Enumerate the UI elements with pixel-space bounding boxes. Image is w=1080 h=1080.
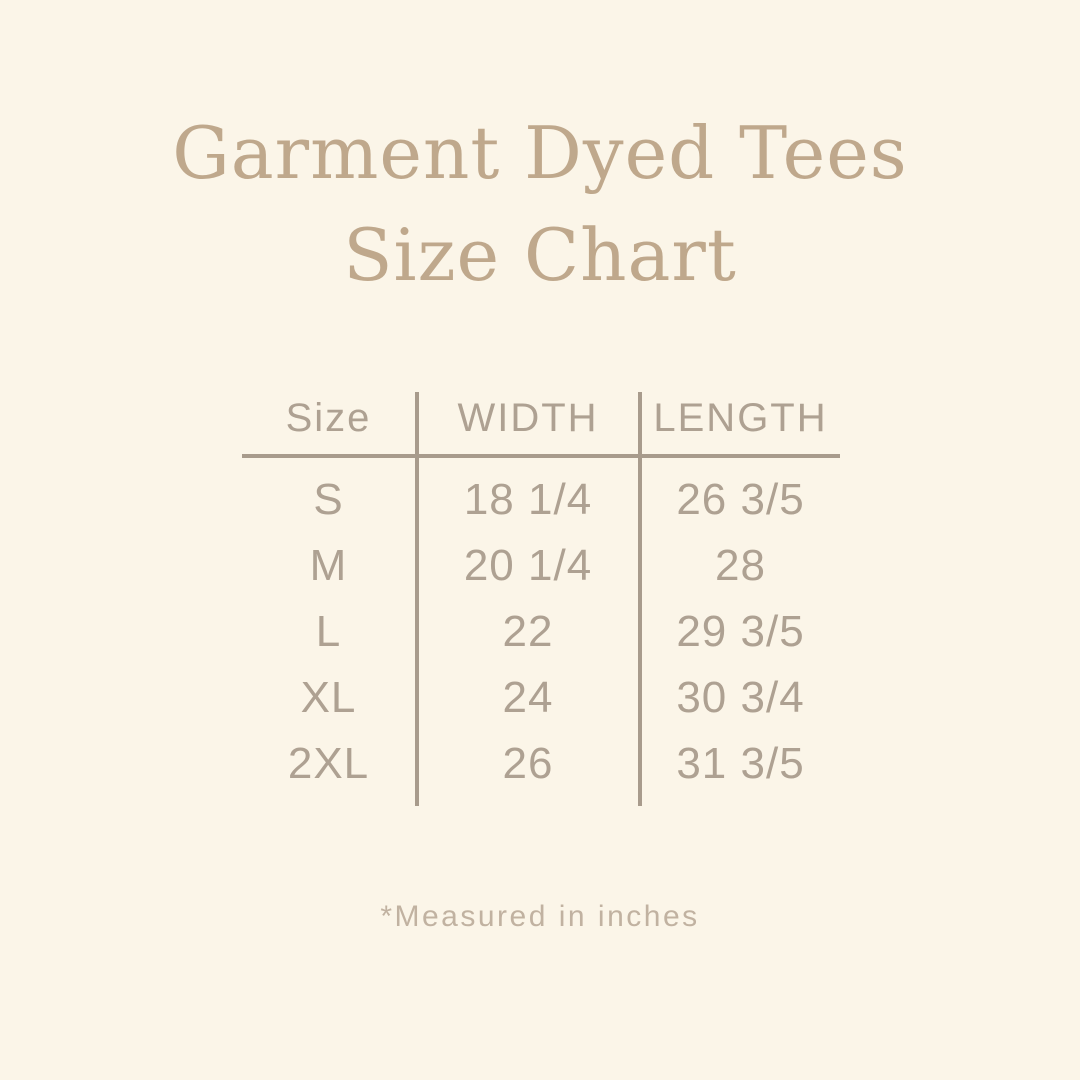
cell-size: XL [300, 673, 357, 722]
table-row [240, 665, 842, 731]
cell-length: 31 3/5 [676, 739, 805, 788]
header-divider-line [242, 454, 840, 458]
cell-size: L [315, 607, 342, 656]
column-header-length: LENGTH [653, 395, 828, 440]
table-row [240, 533, 842, 599]
size-table [240, 392, 842, 806]
cell-width: 18 1/4 [463, 475, 593, 524]
table-row [240, 731, 842, 797]
cell-size: M [309, 541, 348, 590]
cell-size: S [313, 475, 344, 524]
table-row [240, 599, 842, 665]
column-header-size: Size [285, 395, 372, 440]
column-header-width: WIDTH [457, 395, 599, 440]
cell-length: 29 3/5 [676, 607, 805, 656]
title-line-2: Size Chart [343, 213, 737, 298]
title-line-1: Garment Dyed Tees [172, 111, 908, 195]
cell-length: 28 [715, 541, 766, 590]
cell-width: 20 1/4 [463, 541, 593, 590]
cell-length: 26 3/5 [676, 475, 805, 524]
cell-size: 2XL [287, 739, 370, 788]
table-header-row [240, 392, 842, 444]
footnote: *Measured in inches [380, 900, 700, 933]
cell-width: 24 [502, 673, 554, 722]
cell-width: 22 [502, 607, 554, 656]
table-body [240, 467, 842, 797]
cell-length: 30 3/4 [676, 673, 805, 722]
table-row [240, 467, 842, 533]
chart-title [0, 102, 1080, 306]
cell-width: 26 [502, 739, 554, 788]
